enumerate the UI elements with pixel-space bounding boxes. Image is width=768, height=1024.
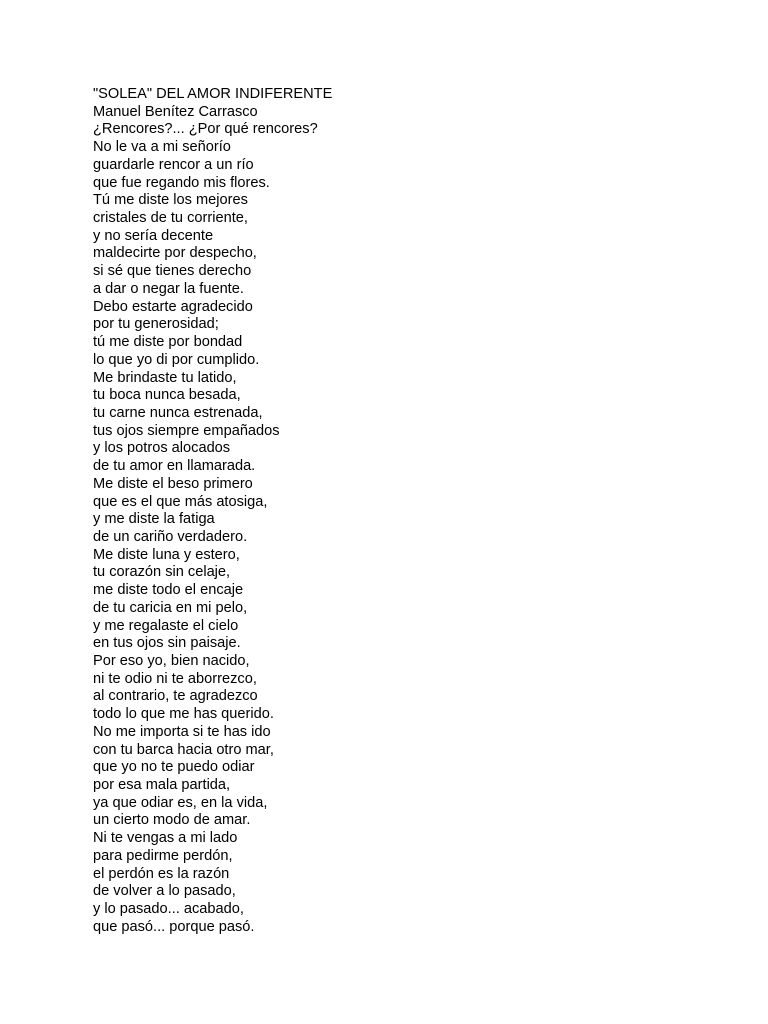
poem-line: que es el que más atosiga, <box>93 493 268 510</box>
poem-line: para pedirme perdón, <box>93 847 233 864</box>
poem-line: me diste todo el encaje <box>93 582 244 599</box>
poem-line: a dar o negar la fuente. <box>93 280 244 297</box>
poem-line: Me brindaste tu latido, <box>93 369 237 386</box>
poem-line: que yo no te puedo odiar <box>93 759 255 776</box>
poem-line: No le va a mi señorío <box>93 139 231 156</box>
poem-line: y me diste la fatiga <box>93 511 215 528</box>
poem-line: tu boca nunca besada, <box>93 387 241 404</box>
poem-line: un cierto modo de amar. <box>93 812 251 829</box>
poem-line: todo lo que me has querido. <box>93 706 274 723</box>
poem-line: en tus ojos sin paisaje. <box>93 635 241 652</box>
poem-line: guardarle rencor a un río <box>93 156 254 173</box>
poem-line: y los potros alocados <box>93 440 231 457</box>
poem-line: de volver a lo pasado, <box>93 883 236 900</box>
poem-line: por tu generosidad; <box>93 316 219 333</box>
poem-line: ni te odio ni te aborrezco, <box>93 670 257 687</box>
poem-line: ¿Rencores?... ¿Por qué rencores? <box>93 121 318 138</box>
poem-line: Me diste el beso primero <box>93 475 253 492</box>
poem-line: que fue regando mis flores. <box>93 174 270 191</box>
poem-line: por esa mala partida, <box>93 777 231 794</box>
poem-text <box>93 86 332 937</box>
poem-line: tú me diste por bondad <box>93 334 243 351</box>
poem-line: con tu barca hacia otro mar, <box>93 741 274 758</box>
poem-line: si sé que tienes derecho <box>93 263 252 280</box>
poem-line: lo que yo di por cumplido. <box>93 351 260 368</box>
poem-line: Ni te vengas a mi lado <box>93 830 238 847</box>
poem-line: Tú me diste los mejores <box>93 192 248 209</box>
poem-line: tu corazón sin celaje, <box>93 564 231 581</box>
poem-line: tu carne nunca estrenada, <box>93 404 263 421</box>
poem-line: Debo estarte agradecido <box>93 298 253 315</box>
poem-author: Manuel Benítez Carrasco <box>93 103 258 120</box>
poem-line: y me regalaste el cielo <box>93 617 239 634</box>
poem-line: de un cariño verdadero. <box>93 528 248 545</box>
poem-line: que pasó... porque pasó. <box>93 918 255 935</box>
poem-line: maldecirte por despecho, <box>93 245 257 262</box>
poem-line: tus ojos siempre empañados <box>93 422 280 439</box>
poem-line: Me diste luna y estero, <box>93 546 240 563</box>
poem-line: ya que odiar es, en la vida, <box>93 794 268 811</box>
poem-line: el perdón es la razón <box>93 865 230 882</box>
poem-line: y lo pasado... acabado, <box>93 901 244 918</box>
poem-line: y no sería decente <box>93 227 214 244</box>
poem-line: al contrario, te agradezco <box>93 688 258 705</box>
poem-line: de tu caricia en mi pelo, <box>93 599 248 616</box>
poem-line: No me importa si te has ido <box>93 723 271 740</box>
poem-line: cristales de tu corriente, <box>93 210 248 227</box>
poem-line: Por eso yo, bien nacido, <box>93 653 250 669</box>
poem-line: de tu amor en llamarada. <box>93 458 256 475</box>
poem-title: "SOLEA" DEL AMOR INDIFERENTE <box>93 86 333 102</box>
